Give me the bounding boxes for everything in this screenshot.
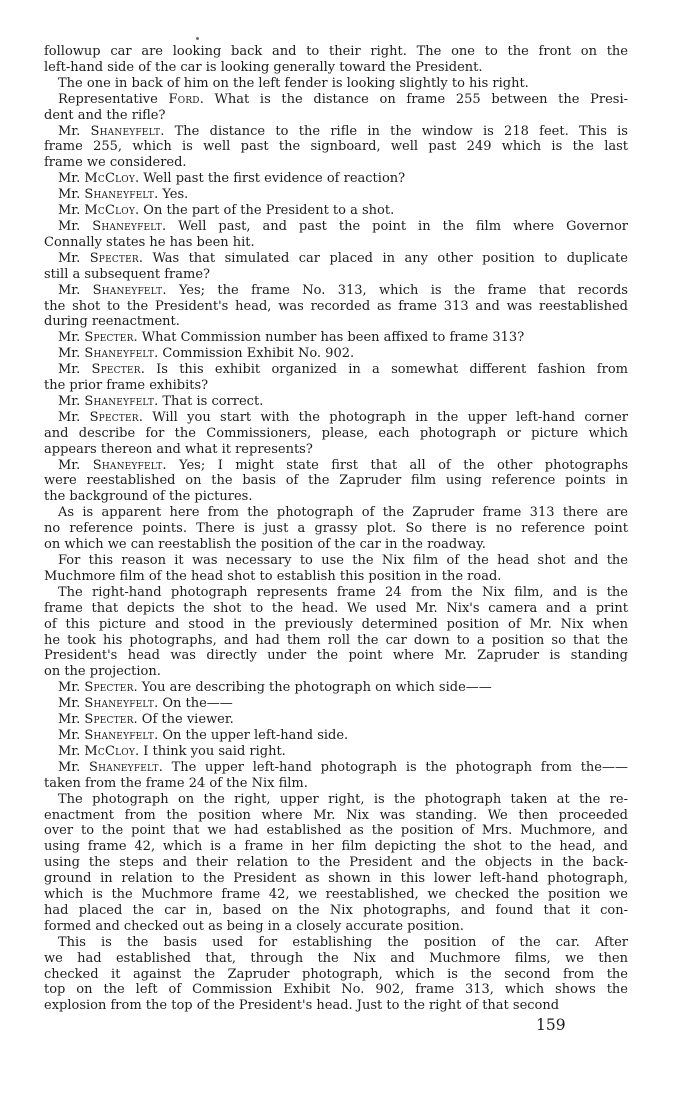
speaker-name: Ford bbox=[168, 91, 200, 107]
text-line: which is the Muchmore frame 42, we reestablished, we checked the position we bbox=[44, 887, 628, 903]
text-line: formed and checked out as being in a closely accurate position. bbox=[44, 918, 464, 934]
text-line: enactment from the position where Mr. Nix was standing. We then proceeded bbox=[44, 807, 628, 823]
speech-text: . Commission Exhibit No. 902. bbox=[154, 346, 355, 362]
speaker-name: Specter bbox=[91, 362, 141, 378]
speaker-prefix: Mr. bbox=[58, 393, 85, 409]
speaker-name: Shaneyfelt bbox=[84, 696, 155, 712]
speaker-prefix: Mr. bbox=[58, 171, 85, 187]
text-line: during reenactment. bbox=[44, 314, 180, 330]
speaker-prefix: Mr. bbox=[58, 759, 89, 775]
speaker-name: Specter bbox=[89, 250, 139, 266]
text-line bbox=[44, 124, 628, 140]
text-line bbox=[44, 92, 628, 108]
speaker-prefix: Mr. bbox=[58, 346, 85, 362]
speaker-prefix: Mr. bbox=[58, 457, 93, 473]
text-line bbox=[44, 171, 628, 187]
speaker-prefix: Mr. bbox=[58, 218, 93, 234]
speaker-name: Shaneyfelt bbox=[84, 393, 155, 409]
text-line: Muchmore film of the head shot to establish this position in the road. bbox=[44, 568, 502, 584]
text-line bbox=[44, 760, 628, 776]
text-line bbox=[44, 346, 628, 362]
text-line: the prior frame exhibits? bbox=[44, 378, 209, 394]
text-line: he took his photographs, and had them roll the car down to a position so that the bbox=[44, 632, 628, 648]
text-line: frame 255, which is well past the signboard, well past 249 which is the last bbox=[44, 139, 628, 155]
text-line bbox=[44, 712, 628, 728]
text-line: the background of the pictures. bbox=[44, 489, 253, 505]
speaker-prefix: Mr. bbox=[58, 696, 85, 712]
speaker-prefix: Mr. bbox=[58, 409, 90, 425]
text-line bbox=[44, 696, 628, 712]
text-line bbox=[44, 283, 628, 299]
text-line bbox=[44, 410, 628, 426]
speaker-prefix: Representative bbox=[58, 91, 169, 107]
text-line: no reference points. There is just a grassy plot. So there is no reference point bbox=[44, 521, 628, 537]
text-line: had placed the car in, based on the Nix photographs, and found that it con- bbox=[44, 902, 628, 918]
speech-text: . Yes; I might state first that all of the other photographs bbox=[162, 457, 628, 473]
page-number: 159 bbox=[536, 1016, 566, 1034]
text-line bbox=[44, 187, 628, 203]
text-line bbox=[44, 744, 628, 760]
text-line: using the steps and their relation to the President and the objects in the back- bbox=[44, 855, 628, 871]
text-line bbox=[44, 203, 628, 219]
speaker-name: McCloy bbox=[84, 203, 136, 219]
speaker-name: Shaneyfelt bbox=[92, 282, 163, 298]
text-line: As is apparent here from the photograph of the Zapruder frame 313 there are bbox=[58, 505, 628, 521]
text-line bbox=[44, 728, 628, 744]
text-line: on which we can reestablish the position of the car in the roadway. bbox=[44, 537, 486, 553]
text-line: of this picture and stood in the previously determined position of Mr. Nix when bbox=[44, 616, 628, 632]
speech-text: . On the part of the President to a shot. bbox=[135, 203, 395, 219]
speaker-prefix: Mr. bbox=[58, 187, 85, 203]
speaker-name: Specter bbox=[89, 409, 139, 425]
speech-text: . Well past the first evidence of reaction? bbox=[135, 171, 406, 187]
transcript-text bbox=[44, 44, 628, 1014]
text-line: The photograph on the right, upper right, is the photograph taken at the re- bbox=[58, 791, 628, 807]
speaker-prefix: Mr. bbox=[58, 330, 85, 346]
speaker-name: Shaneyfelt bbox=[88, 759, 159, 775]
speaker-name: McCloy bbox=[84, 743, 136, 759]
text-line: still a subsequent frame? bbox=[44, 266, 210, 282]
text-line: frame that depicts the shot to the head. We used Mr. Nix's camera and a print bbox=[44, 600, 628, 616]
text-line: checked it against the Zapruder photograph, which is the second from the bbox=[44, 966, 628, 982]
text-line: over to the point that we had established as the position of Mrs. Muchmore, and bbox=[44, 823, 628, 839]
speaker-name: McCloy bbox=[84, 171, 136, 187]
text-line: taken from the frame 24 of the Nix film. bbox=[44, 775, 308, 791]
speaker-name: Shaneyfelt bbox=[84, 727, 155, 743]
speaker-name: Shaneyfelt bbox=[90, 123, 161, 139]
scan-artifact-dot bbox=[196, 37, 199, 40]
text-line: followup car are looking back and to their right. The one to the front on the bbox=[44, 44, 628, 59]
speech-text: . Well past, and past the point in the film where Governor bbox=[161, 218, 628, 234]
text-line: the shot to the President's head, was recorded as frame 313 and was reestablished bbox=[44, 298, 628, 314]
speaker-name: Shaneyfelt bbox=[84, 346, 155, 362]
speech-text: . Yes; the frame No. 313, which is the frame that records bbox=[162, 282, 628, 298]
text-line: Connally states he has been hit. bbox=[44, 234, 255, 250]
text-line bbox=[44, 394, 628, 410]
speaker-name: Specter bbox=[84, 712, 134, 728]
speech-text: . I think you said right. bbox=[135, 743, 286, 759]
text-line: using frame 42, which is a frame in her film depicting the shot to the head, and bbox=[44, 839, 628, 855]
text-line: appears thereon and what it represents? bbox=[44, 441, 313, 457]
text-line: The right-hand photograph represents frame 24 from the Nix film, and is the bbox=[58, 584, 628, 600]
text-line: frame we considered. bbox=[44, 155, 187, 171]
text-line: were reestablished on the basis of the Zapruder film using reference points in bbox=[44, 473, 628, 489]
speech-text: . Was that simulated car placed in any other position to duplicate bbox=[138, 250, 628, 266]
text-line: left-hand side of the car is looking generally toward the President. bbox=[44, 59, 483, 75]
text-line bbox=[44, 458, 628, 474]
text-line: we had established that, through the Nix and Muchmore films, we then bbox=[44, 950, 628, 966]
speech-text: . What Commission number has been affixed to frame 313? bbox=[133, 330, 525, 346]
text-line bbox=[44, 680, 628, 696]
text-line: The one in back of him on the left fender is looking slightly to his right. bbox=[58, 75, 529, 91]
speaker-prefix: Mr. bbox=[58, 123, 91, 139]
text-line: For this reason it was necessary to use the Nix film of the head shot and the bbox=[58, 553, 628, 568]
speech-text: . The upper left-hand photograph is the photograph from the—— bbox=[158, 759, 628, 775]
text-line: and describe for the Commissioners, please, each photograph or picture which bbox=[44, 425, 628, 441]
speech-text: . On the upper left-hand side. bbox=[154, 727, 349, 743]
speaker-name: Shaneyfelt bbox=[92, 457, 163, 473]
speech-text: . That is correct. bbox=[154, 393, 264, 409]
speech-text: . On the—— bbox=[154, 696, 233, 712]
speech-text: . Will you start with the photograph in the upper left-hand corner bbox=[138, 409, 628, 425]
speaker-prefix: Mr. bbox=[58, 250, 90, 266]
text-line: This is the basis used for establishing the position of the car. After bbox=[58, 934, 628, 950]
text-line: top on the left of Commission Exhibit No. 902, frame 313, which shows the bbox=[44, 982, 628, 998]
text-line: on the projection. bbox=[44, 664, 161, 680]
speaker-name: Specter bbox=[84, 330, 134, 346]
speech-text: . What is the distance on frame 255 between the Presi- bbox=[199, 91, 629, 107]
speaker-name: Shaneyfelt bbox=[84, 187, 155, 203]
speaker-prefix: Mr. bbox=[58, 743, 85, 759]
text-line: ground in relation to the President as shown in this lower left-hand photograph, bbox=[44, 871, 628, 887]
speech-text: . Of the viewer. bbox=[133, 712, 234, 728]
text-line bbox=[44, 219, 628, 235]
speaker-name: Specter bbox=[84, 680, 134, 696]
speaker-prefix: Mr. bbox=[58, 727, 85, 743]
speaker-prefix: Mr. bbox=[58, 203, 85, 219]
speaker-prefix: Mr. bbox=[58, 362, 92, 378]
speaker-name: Shaneyfelt bbox=[92, 218, 162, 234]
speech-text: . Is this exhibit organized in a somewhat different fashion from bbox=[140, 362, 628, 378]
speech-text: . The distance to the rifle in the window is 218 feet. This is bbox=[160, 123, 628, 139]
text-line: explosion from the top of the President's head. Just to the right of that second bbox=[44, 998, 560, 1014]
text-line bbox=[44, 330, 628, 346]
text-line: President's head was directly under the point where Mr. Zapruder is standing bbox=[44, 648, 628, 664]
text-line: dent and the rifle? bbox=[44, 107, 166, 123]
text-line bbox=[44, 362, 628, 378]
text-line bbox=[44, 251, 628, 267]
speaker-prefix: Mr. bbox=[58, 282, 93, 298]
speaker-prefix: Mr. bbox=[58, 680, 85, 696]
speaker-prefix: Mr. bbox=[58, 712, 85, 728]
speech-text: . Yes. bbox=[154, 187, 189, 203]
speech-text: . You are describing the photograph on which side—— bbox=[133, 680, 492, 696]
